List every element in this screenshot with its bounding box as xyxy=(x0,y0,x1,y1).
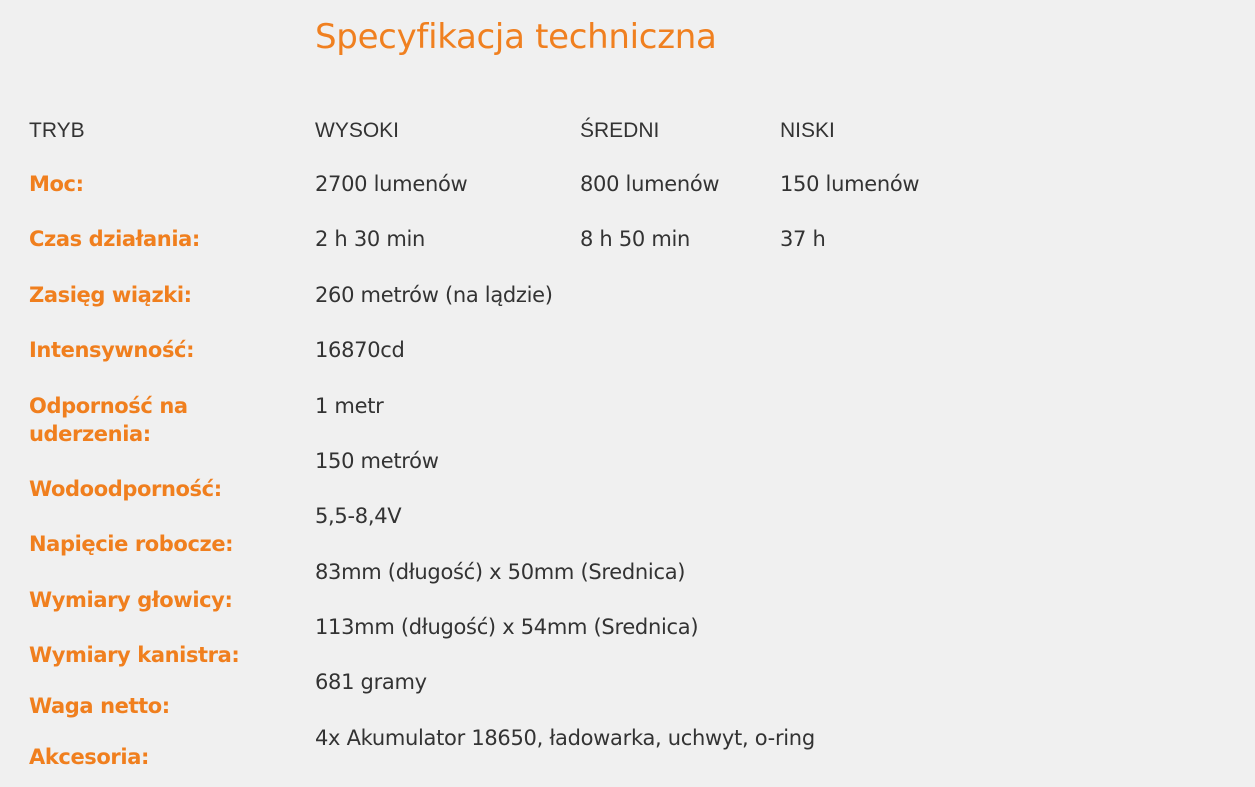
header-mode: TRYB xyxy=(29,119,85,142)
value-runtime-high: 2 h 30 min xyxy=(315,227,426,251)
value-voltage: 5,5-8,4V xyxy=(315,504,402,528)
value-power-medium: 800 lumenów xyxy=(580,172,720,196)
value-runtime-low: 37 h xyxy=(780,227,826,251)
value-weight: 681 gramy xyxy=(315,670,427,694)
value-head-dimensions: 83mm (długość) x 50mm (Srednica) xyxy=(315,560,686,584)
label-runtime: Czas działania: xyxy=(29,227,200,251)
header-medium: ŚREDNI xyxy=(580,119,660,142)
label-weight: Waga netto: xyxy=(29,694,170,718)
value-waterproof: 150 metrów xyxy=(315,449,439,473)
value-power-high: 2700 lumenów xyxy=(315,172,468,196)
value-runtime-medium: 8 h 50 min xyxy=(580,227,691,251)
header-low: NISKI xyxy=(780,119,835,142)
value-beam-range: 260 metrów (na lądzie) xyxy=(315,283,553,307)
value-impact-resistance: 1 metr xyxy=(315,394,384,418)
value-intensity: 16870cd xyxy=(315,338,405,362)
value-accessories: 4x Akumulator 18650, ładowarka, uchwyt, o-ring xyxy=(315,726,815,750)
label-impact-resistance-line1: Odporność na xyxy=(29,394,188,418)
label-power: Moc: xyxy=(29,172,84,196)
page-title: Specyfikacja techniczna xyxy=(315,17,717,57)
label-beam-range: Zasięg wiązki: xyxy=(29,283,192,307)
label-intensity: Intensywność: xyxy=(29,338,195,362)
label-head-dimensions: Wymiary głowicy: xyxy=(29,588,233,612)
header-high: WYSOKI xyxy=(315,119,400,142)
label-impact-resistance-line2: uderzenia: xyxy=(29,422,151,446)
label-waterproof: Wodoodporność: xyxy=(29,477,222,501)
label-canister-dimensions: Wymiary kanistra: xyxy=(29,643,240,667)
label-accessories: Akcesoria: xyxy=(29,745,149,769)
value-canister-dimensions: 113mm (długość) x 54mm (Srednica) xyxy=(315,615,699,639)
value-power-low: 150 lumenów xyxy=(780,172,920,196)
label-voltage: Napięcie robocze: xyxy=(29,532,234,556)
